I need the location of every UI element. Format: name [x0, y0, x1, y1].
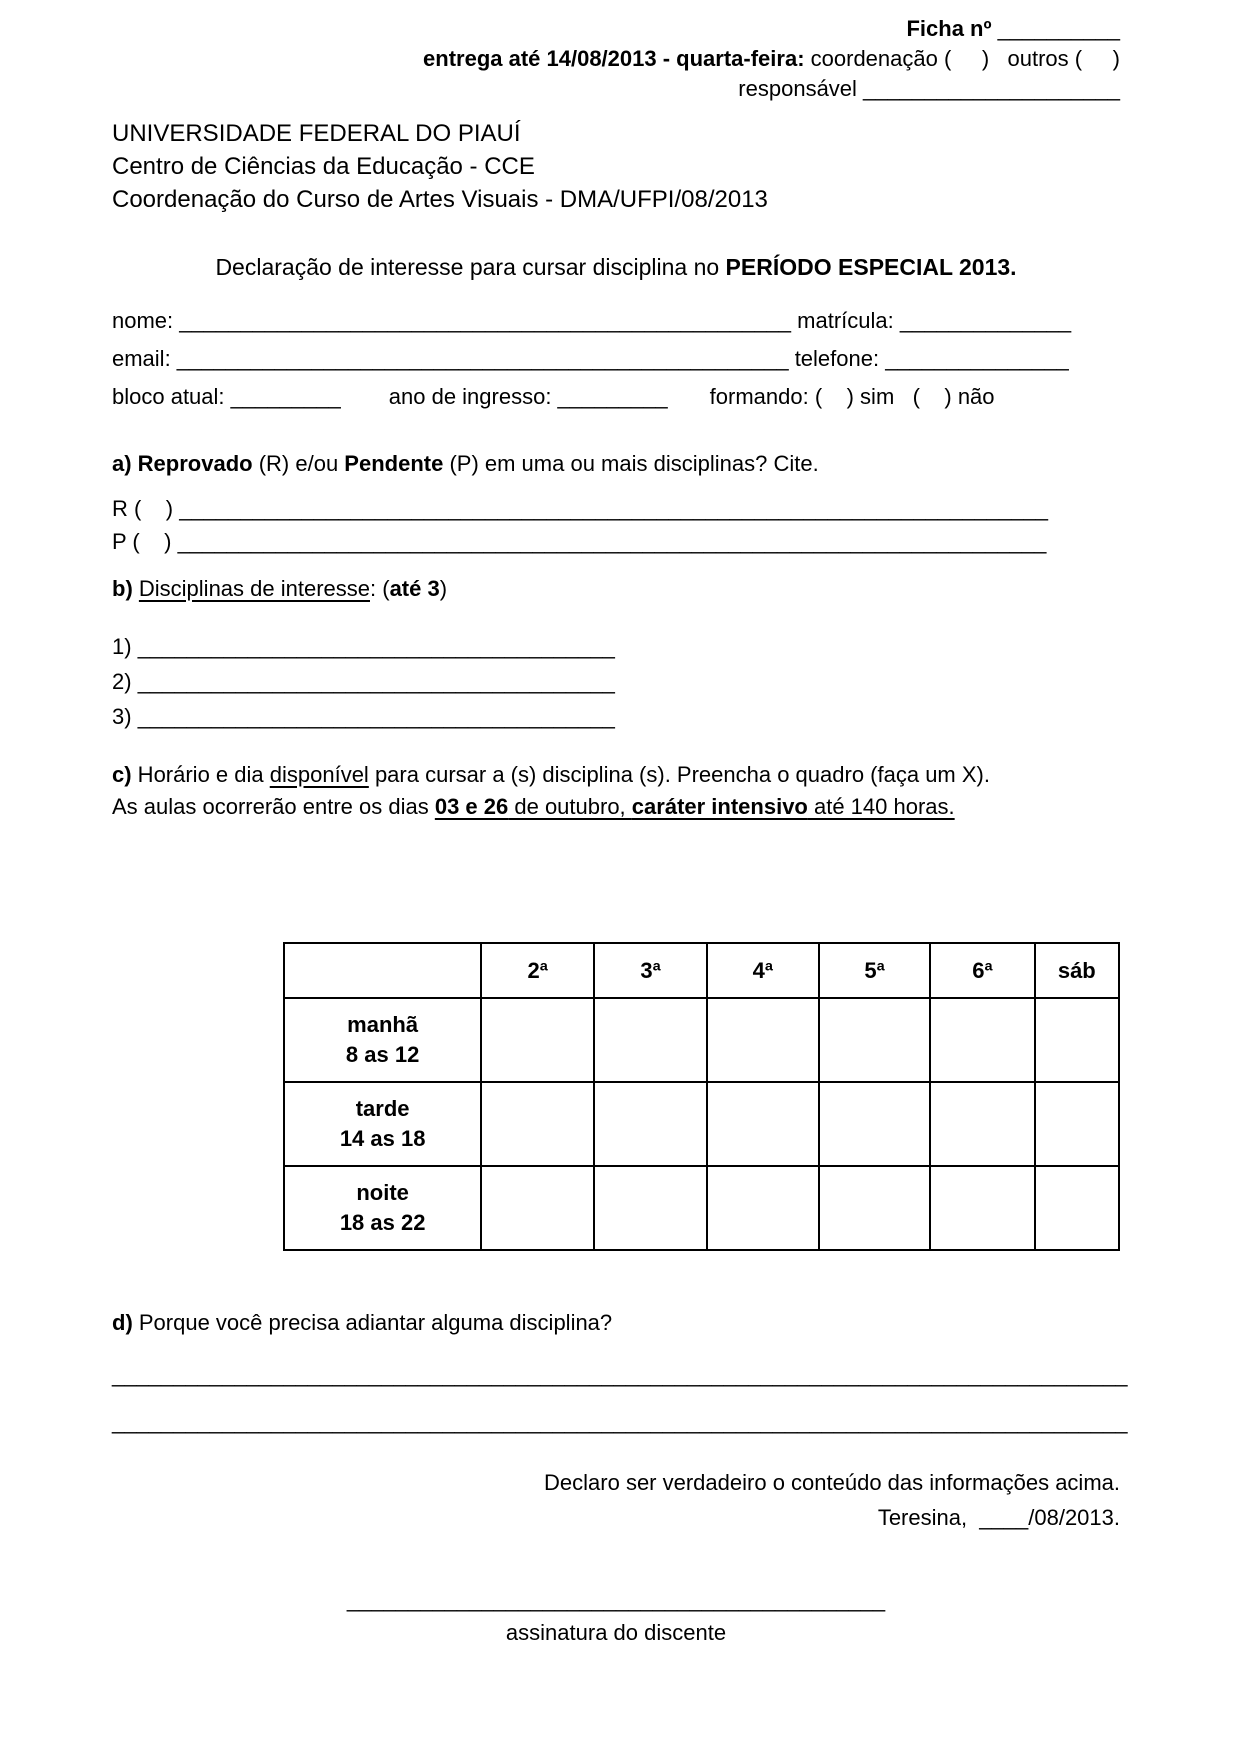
afternoon-period: tarde [355, 1096, 410, 1121]
section-d-answer-line-1: ___________________________________________________________________________________ [112, 1362, 1128, 1387]
deadline-checkboxes-text: coordenação ( ) outros ( ) [804, 46, 1120, 71]
section-c-paragraph [112, 759, 1120, 823]
schedule-cell [1035, 998, 1119, 1082]
section-a-bold2: Pendente [344, 451, 444, 476]
section-c-line2-a: As aulas ocorrerão entre os dias [112, 794, 435, 819]
section-c-october-underlined: de outubro, [508, 794, 632, 819]
night-period: noite [356, 1180, 409, 1205]
row-label-morning [284, 998, 481, 1082]
item-2-blank: _______________________________________ [137, 669, 615, 694]
document-title [112, 252, 1120, 282]
name-label: nome: [112, 308, 180, 333]
reproved-checkbox-label: R ( ) [112, 496, 180, 521]
signature-label: assinatura do discente [505, 1620, 727, 1645]
schedule-cell [481, 1166, 594, 1250]
interest-items-list [112, 629, 1120, 734]
section-c-dates-bold: 03 e 26 [434, 794, 509, 819]
section-c-hours-underlined: até 140 horas. [807, 794, 955, 819]
schedule-cell [707, 1166, 819, 1250]
ficha-label: Ficha nº [906, 16, 998, 41]
section-a-rest: (P) em uma ou mais disciplinas? Cite. [443, 451, 819, 476]
column-header-monday: 2ª [481, 943, 594, 998]
schedule-cell [930, 1166, 1034, 1250]
column-header-saturday: sáb [1035, 943, 1119, 998]
interest-item-2 [112, 664, 1120, 699]
interest-item-3 [112, 699, 1120, 734]
schedule-cell [819, 998, 931, 1082]
section-c-prefix: c) [112, 762, 132, 787]
column-header-tuesday: 3ª [594, 943, 707, 998]
section-d-answer-line-2: ___________________________________________________________________________________ [112, 1409, 1128, 1434]
university-name: UNIVERSIDADE FEDERAL DO PIAUÍ [112, 120, 521, 147]
institution-block [112, 117, 1120, 216]
section-c-available-underlined: disponível [269, 762, 369, 787]
ficha-blank: __________ [997, 16, 1120, 41]
deadline-bold-text: entrega até 14/08/2013 - quarta-feira: [423, 46, 805, 71]
schedule-cell [819, 1166, 931, 1250]
name-blank: __________________________________________________ [179, 308, 792, 333]
section-b-underlined: Disciplinas de interesse [138, 576, 370, 601]
signature-line: ____________________________________________ [346, 1587, 886, 1612]
declaration-block [112, 1465, 1120, 1535]
reproved-blank: _______________________________________________________________________ [179, 496, 1048, 521]
phone-label: telefone: [788, 346, 886, 371]
section-d-text: Porque você precisa adiantar alguma disciplina? [132, 1310, 613, 1335]
schedule-cell [819, 1082, 931, 1166]
item-1-number: 1) [112, 634, 138, 659]
schedule-cell [930, 1082, 1034, 1166]
registration-blank: ______________ [899, 308, 1072, 333]
graduating-checkboxes: formando: ( ) sim ( ) não [709, 384, 995, 409]
title-bold-text: PERÍODO ESPECIAL 2013. [725, 254, 1017, 280]
schedule-cell [707, 1082, 819, 1166]
section-c-line1-a: Horário e dia [131, 762, 270, 787]
section-c-line1 [112, 759, 1120, 791]
signature-block [112, 1585, 1120, 1650]
responsible-line [112, 74, 1120, 104]
section-a-mid: (R) e/ou [252, 451, 345, 476]
schedule-corner-cell [284, 943, 481, 998]
reproved-pending-lines [112, 492, 1120, 558]
column-header-thursday: 5ª [819, 943, 931, 998]
schedule-row-afternoon [284, 1082, 1119, 1166]
email-label: email: [112, 346, 177, 371]
schedule-row-morning [284, 998, 1119, 1082]
item-2-number: 2) [112, 669, 138, 694]
schedule-cell [594, 1082, 707, 1166]
section-d-question [112, 1308, 1120, 1338]
item-3-blank: _______________________________________ [137, 704, 615, 729]
row-label-night [284, 1166, 481, 1250]
section-b-suffix: ) [439, 576, 448, 601]
schedule-cell [594, 1166, 707, 1250]
section-b-heading [112, 574, 1120, 604]
center-name: Centro de Ciências da Educação - CCE [112, 153, 535, 180]
section-b-prefix: b) [112, 576, 139, 601]
entry-year-blank: _________ [557, 384, 668, 409]
row-label-afternoon [284, 1082, 481, 1166]
schedule-cell [1035, 1082, 1119, 1166]
afternoon-hours: 14 as 18 [339, 1126, 426, 1151]
pending-checkbox-label: P ( ) [112, 529, 178, 554]
coordination-name: Coordenação do Curso de Artes Visuais - DMA/UFPI/08/2013 [112, 186, 768, 213]
delivery-deadline-line [112, 44, 1120, 74]
section-c-line1-b: para cursar a (s) disciplina (s). Preencha o quadro (faça um X). [368, 762, 990, 787]
section-d-prefix: d) [112, 1310, 133, 1335]
declaration-text: Declaro ser verdadeiro o conteúdo das informações acima. [544, 1470, 1120, 1495]
entry-year-label: ano de ingresso: [388, 384, 558, 409]
reproved-line [112, 492, 1120, 525]
schedule-cell [707, 998, 819, 1082]
column-header-wednesday: 4ª [707, 943, 819, 998]
current-block-blank: _________ [230, 384, 341, 409]
registration-label: matrícula: [791, 308, 900, 333]
pending-blank: _______________________________________________________________________ [177, 529, 1047, 554]
pending-line [112, 525, 1120, 558]
section-c-intensive-bold: caráter intensivo [631, 794, 808, 819]
section-c-line2 [112, 791, 1120, 823]
schedule-cell [481, 998, 594, 1082]
date-line: Teresina, ____/08/2013. [877, 1505, 1120, 1530]
morning-hours: 8 as 12 [345, 1042, 420, 1067]
section-a-bold1: a) Reprovado [112, 451, 253, 476]
schedule-cell [594, 998, 707, 1082]
interest-item-1 [112, 629, 1120, 664]
top-right-header [112, 14, 1120, 104]
morning-period: manhã [347, 1012, 419, 1037]
section-a-question [112, 449, 1120, 479]
schedule-header-row [284, 943, 1119, 998]
block-field-row [112, 382, 1120, 412]
schedule-table [283, 942, 1120, 1251]
email-field-row [112, 344, 1120, 374]
schedule-cell [1035, 1166, 1119, 1250]
responsible-label: responsável [738, 76, 864, 101]
name-field-row [112, 306, 1120, 336]
night-hours: 18 as 22 [339, 1210, 426, 1235]
responsible-blank: _____________________ [863, 76, 1120, 101]
phone-blank: _______________ [885, 346, 1069, 371]
title-normal-text: Declaração de interesse para cursar disciplina no [215, 254, 726, 280]
item-1-blank: _______________________________________ [137, 634, 615, 659]
section-b-bold: até 3 [389, 576, 440, 601]
section-b-mid: : ( [370, 576, 390, 601]
column-header-friday: 6ª [930, 943, 1034, 998]
current-block-label: bloco atual: [112, 384, 231, 409]
email-blank: __________________________________________________ [176, 346, 789, 371]
schedule-cell [481, 1082, 594, 1166]
schedule-cell [930, 998, 1034, 1082]
schedule-row-night [284, 1166, 1119, 1250]
ficha-number-line [112, 14, 1120, 44]
item-3-number: 3) [112, 704, 138, 729]
